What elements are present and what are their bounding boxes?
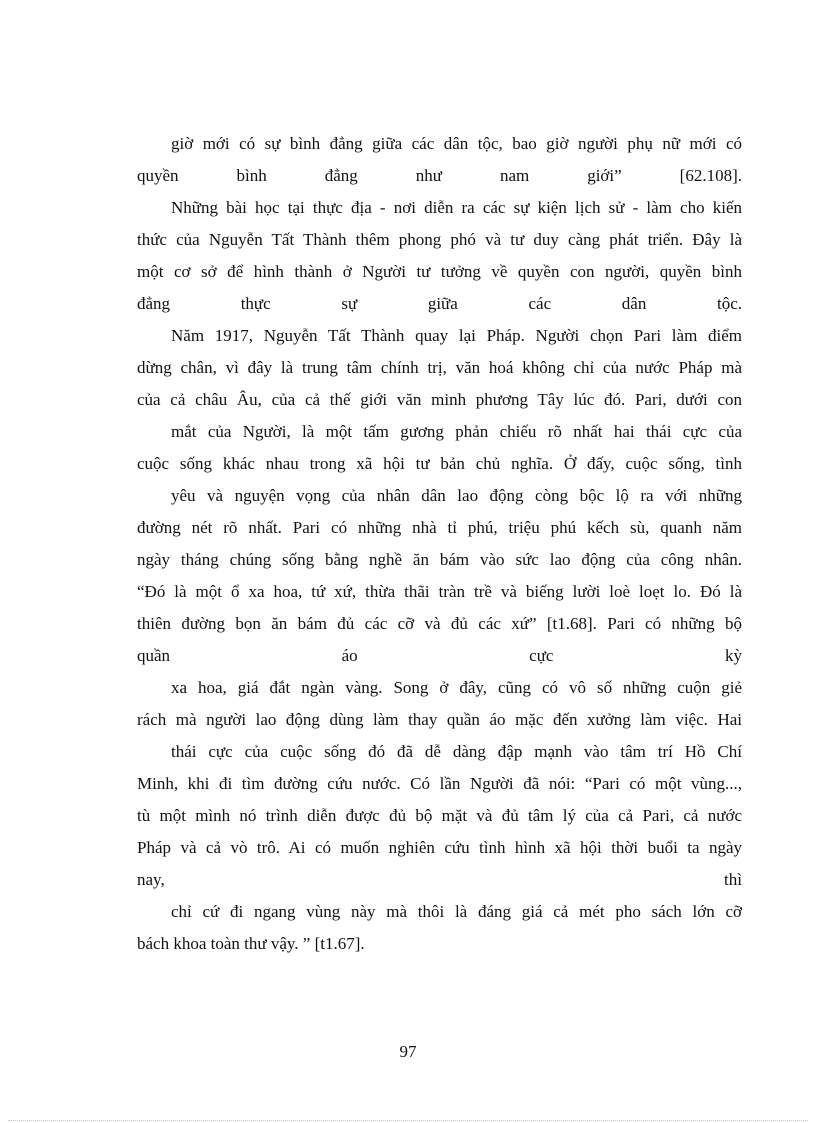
text-line: quần áo cực kỳ [137, 646, 742, 665]
text-line: cuộc sống khác nhau trong xã hội tư bản chủ nghĩa. Ở đấy, cuộc sống, tình [137, 454, 742, 473]
text-line: thức của Nguyễn Tất Thành thêm phong phó và tư duy càng phát triển. Đây là [137, 230, 742, 249]
text-line: Pháp và cả vò trô. Ai có muốn nghiên cứu tình hình xã hội thời buổi ta ngày [137, 838, 742, 857]
text-line: “Đó là một ổ xa hoa, tứ xứ, thừa thãi tràn trề và biếng lười loè loẹt lo. Đó là [137, 582, 742, 601]
text-line: quyền bình đẳng như nam giới” [62.108]. [137, 166, 742, 185]
text-line: mắt của Người, là một tấm gương phản chiếu rõ nhất hai thái cực của [171, 422, 742, 441]
text-line: ngày tháng chúng sống bằng nghề ăn bám vào sức lao động của công nhân. [137, 550, 742, 569]
text-line: tù một mình nó trình diễn được đủ bộ mặt và đủ tâm lý của cả Pari, cả nước [137, 806, 742, 825]
text-line: bách khoa toàn thư vậy. ” [t1.67]. [137, 934, 365, 953]
text-line: đường nét rõ nhất. Pari có những nhà tỉ phú, triệu phú kếch sù, quanh năm [137, 518, 742, 537]
text-line: của cả châu Âu, của cả thế giới văn minh phương Tây lúc đó. Pari, dưới con [137, 390, 742, 409]
text-line: thái cực của cuộc sống đó đã dễ dàng đập mạnh vào tâm trí Hồ Chí [171, 742, 742, 761]
text-line: Minh, khi đi tìm đường cứu nước. Có lần Người đã nói: “Pari có một vùng..., [137, 774, 742, 793]
text-line: giờ mới có sự bình đẳng giữa các dân tộc, bao giờ người phụ nữ mới có [171, 134, 742, 153]
text-line: yêu và nguyện vọng của nhân dân lao động còng bộc lộ ra với những [171, 486, 742, 505]
text-line: đẳng thực sự giữa các dân tộc. [137, 294, 742, 313]
text-line: chỉ cứ đi ngang vùng này mà thôi là đáng giá cả mét pho sách lớn cỡ [171, 902, 742, 921]
page-bottom-divider [8, 1120, 808, 1121]
text-line: một cơ sở để hình thành ở Người tư tưởng về quyền con người, quyền bình [137, 262, 742, 281]
text-line: rách mà người lao động dùng làm thay quần áo mặc đến xưởng làm việc. Hai [137, 710, 742, 729]
text-line: xa hoa, giá đắt ngàn vàng. Song ở đây, cũng có vô số những cuộn giẻ [171, 678, 742, 697]
text-line: thiên đường bọn ăn bám đủ các cỡ và đủ các xứ” [t1.68]. Pari có những bộ [137, 614, 742, 633]
body-text [137, 128, 742, 960]
page-number: 97 [399, 1042, 417, 1061]
text-line: Những bài học tại thực địa - nơi diễn ra các sự kiện lịch sử - làm cho kiến [171, 198, 742, 217]
text-line: dừng chân, vì đây là trung tâm chính trị, văn hoá không chỉ của nước Pháp mà [137, 358, 742, 377]
text-line: Năm 1917, Nguyễn Tất Thành quay lại Pháp. Người chọn Pari làm điểm [171, 326, 742, 345]
text-line: nay, thì [137, 870, 742, 889]
